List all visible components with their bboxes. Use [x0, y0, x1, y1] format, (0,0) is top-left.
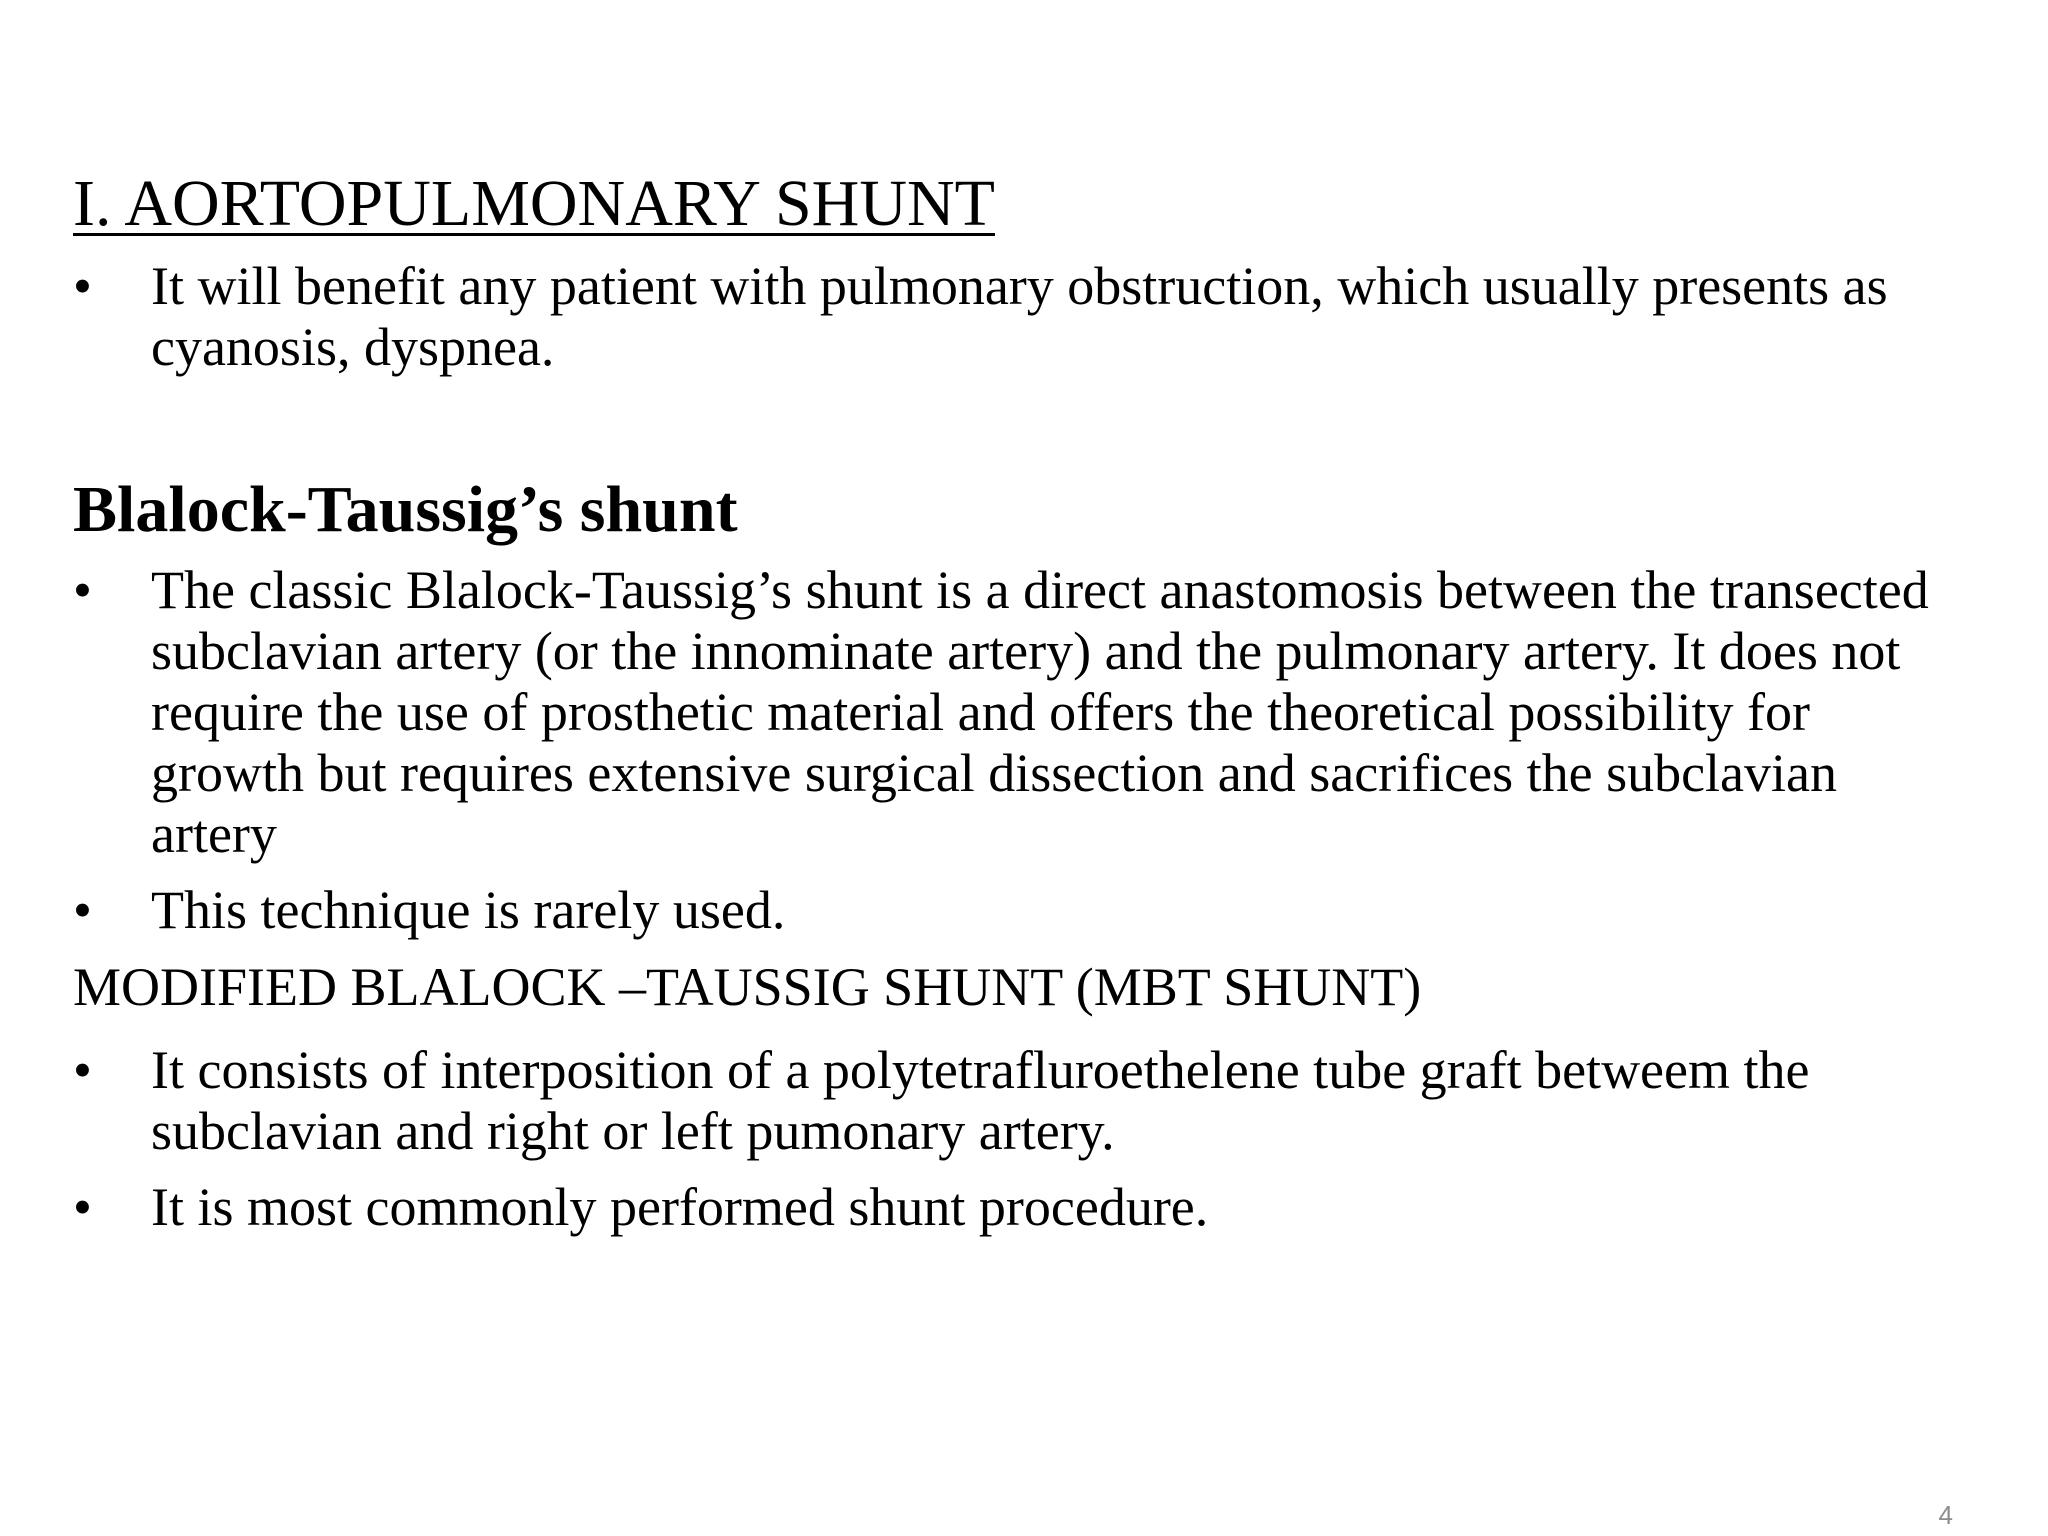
bullet-list-modified-shunt: [73, 1040, 1973, 1238]
bullet-item: [73, 880, 1973, 941]
bullet-item: [73, 1040, 1973, 1162]
section-heading-blalock-taussig: Blalock-Taussig’s shunt: [73, 473, 738, 546]
bullet-text: It is most commonly performed shunt procedure.: [151, 1177, 1209, 1237]
bullet-list-blalock-taussig: [73, 560, 1973, 941]
bullet-item: [73, 1177, 1973, 1238]
bullet-text: This technique is rarely used.: [151, 880, 786, 940]
bullet-text: It consists of interposition of a polytetrafluroethelene tube graft betweem the subclavian and right or left pumonary artery.: [151, 1040, 1810, 1161]
modified-shunt-heading: MODIFIED BLALOCK –TAUSSIG SHUNT (MBT SHUNT): [73, 957, 1422, 1017]
bullet-item: [73, 256, 1973, 378]
bullet-glyph: •: [73, 1040, 92, 1100]
bullet-text: It will benefit any patient with pulmonary obstruction, which usually presents as cyanosis, dyspnea.: [151, 256, 1888, 377]
bullet-list-aortopulmonary: [73, 256, 1973, 378]
section-heading-aortopulmonary-shunt: I. AORTOPULMONARY SHUNT: [73, 167, 995, 240]
bullet-text: The classic Blalock-Taussig’s shunt is a direct anastomosis between the transected subclavian artery (or the innominate artery) and the pulmonary artery. It does not require the use of prosthetic material and offers the theoretical possibility for growth but requires extensive surgical dissection and sacrifices the subclavian artery: [151, 560, 1929, 864]
bullet-item: [73, 560, 1973, 865]
bullet-glyph: •: [73, 256, 92, 316]
bullet-glyph: •: [73, 560, 92, 620]
bullet-glyph: •: [73, 1177, 92, 1237]
bullet-glyph: •: [73, 880, 92, 940]
page-number: 4: [1938, 1500, 1953, 1530]
